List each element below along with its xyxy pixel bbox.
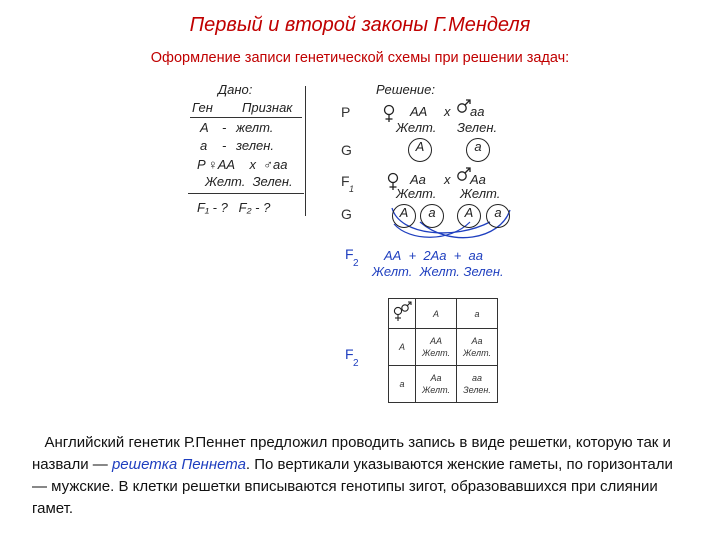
f1-female-genotype: Аа [410,172,426,187]
gamete-circle: А [392,204,416,228]
page-title: Первый и второй законы Г.Менделя [189,14,531,36]
gamete-circle: А [457,204,481,228]
punnett-genotype: АА [429,336,442,346]
given-question-rule [188,193,304,194]
punnett-cell [457,329,498,366]
given-trait-2: зелен. [236,138,275,153]
punnett-cell [457,366,498,403]
paragraph-part-2: . По вертикали указываются женские гаметы, по горизонтали — мужские. В клетки решетки вписываются генотипы зигот, образовавшихся при слиянии гамет. [32,456,673,517]
gamete-circle: а [466,138,490,162]
f1-male-genotype: Аа [470,172,486,187]
page-subtitle: Оформление записи генетической схемы при решении задач: [150,50,570,66]
row-label-g1: G [341,142,352,158]
f1-cross-x: х [444,172,451,187]
f1-male-trait: Желт. [460,186,501,201]
row-label-p: P [341,104,351,120]
given-trait-1: желт. [236,120,274,135]
f1-female-trait: Желт. [396,186,437,201]
punnett-genotype: Аа [430,373,442,383]
given-question: F₁ - ? F₂ - ? [197,200,271,215]
punnett-phenotype: Желт. [463,348,491,358]
given-col-trait: Признак [242,100,293,115]
given-divider [305,86,306,216]
row-label-g2: G [341,206,352,222]
p-female-genotype: АА [410,104,428,119]
punnett-square [388,298,498,403]
punnett-female-gamete: а [389,366,416,403]
row-label-f1: F [341,173,350,189]
punnett-genotype: Аа [471,336,483,346]
punnett-cell [416,366,457,403]
gamete-circle: А [408,138,432,162]
punnett-square-term: решетка Пеннета [111,456,246,473]
punnett-f-sub: 2 [353,358,359,369]
gamete-circle: а [486,204,510,228]
row-label-f1-sub: 1 [349,184,355,194]
punnett-male-gamete: А [416,299,457,329]
given-parent-traits: Желт. Зелен. [205,174,293,189]
paragraph-part-1: Английский генетик Р.Пеннет предложил проводить запись в виде решетки, которую так и назвали — [32,434,671,473]
solution-header: Решение: [376,82,436,97]
f2-traits: Желт. Желт. Зелен. [372,264,504,279]
explanation-paragraph [32,432,692,520]
row-label-f2: F [345,246,354,262]
female-symbol-icon [382,104,396,124]
given-dash-2: - [222,138,227,153]
punnett-female-gamete: А [389,329,416,366]
punnett-genotype: аа [471,373,482,383]
given-col-gene: Ген [192,100,213,115]
punnett-male-gamete: а [457,299,498,329]
punnett-cell [416,329,457,366]
gamete-circle: а [420,204,444,228]
p-male-genotype: аа [470,104,485,119]
given-gene-2: а [200,138,208,153]
punnett-f-label: F [345,346,354,362]
given-dash-1: - [222,120,227,135]
p-male-trait: Зелен. [457,120,498,135]
given-parent-cross: ♀АА х ♂аа [208,157,288,172]
row-label-f2-sub: 2 [353,258,359,269]
punnett-phenotype: Зелен. [463,385,491,395]
given-gene-1: А [200,120,209,135]
punnett-phenotype: Желт. [422,348,450,358]
punnett-phenotype: Желт. [422,385,450,395]
female-male-symbols-icon [389,299,415,325]
p-cross-x: х [444,104,451,119]
p-female-trait: Желт. [396,120,437,135]
given-header: Дано: [218,82,253,97]
given-header-rule [190,117,302,118]
f2-result: АА + 2Аа + аа [384,248,484,263]
given-parent-label: P [197,157,206,172]
punnett-corner [389,299,416,329]
